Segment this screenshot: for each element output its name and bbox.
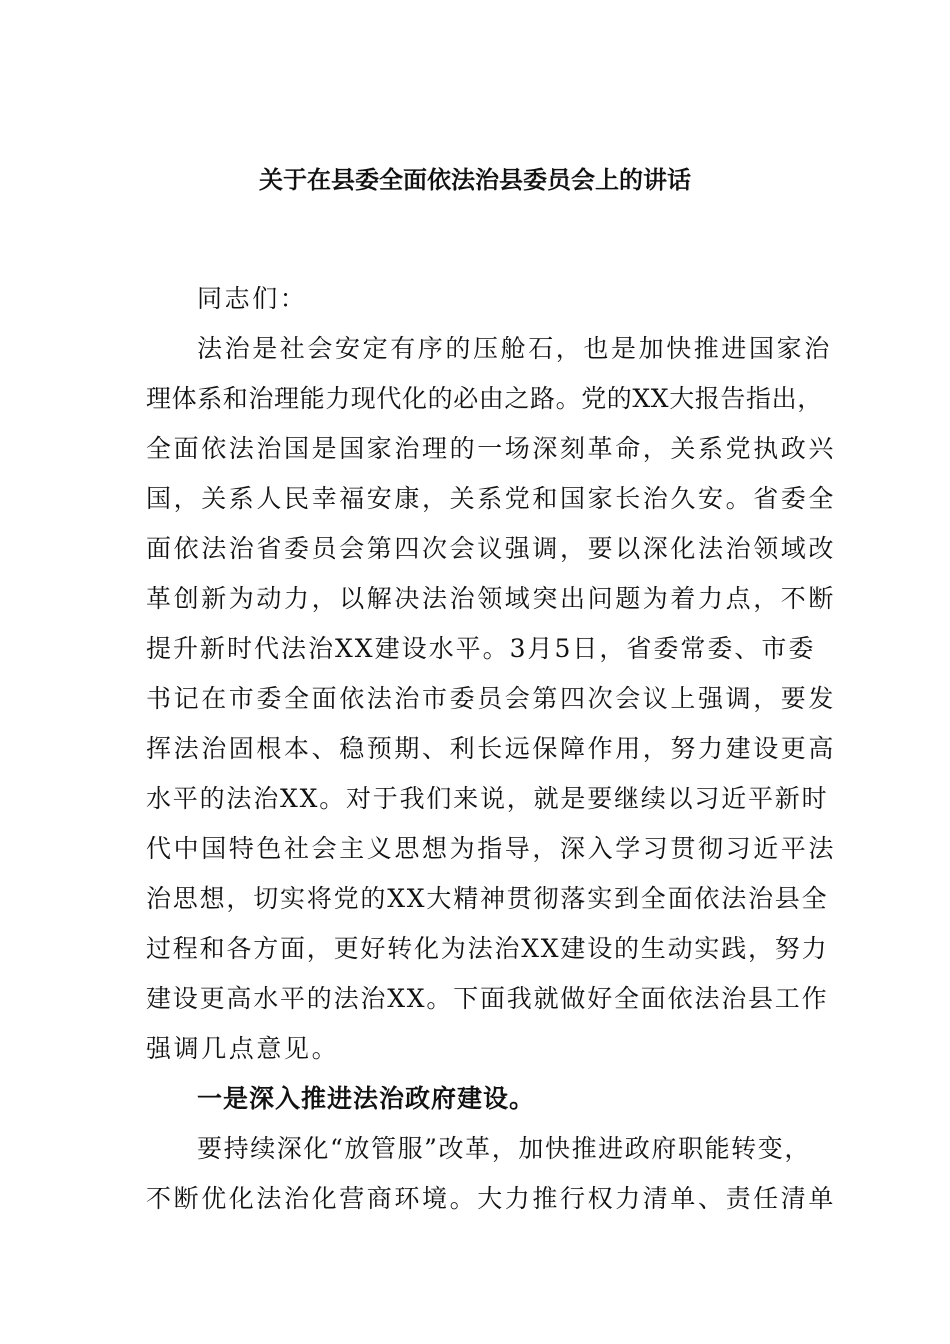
paragraph-line: 国，关系人民幸福安康，关系党和国家长治久安。省委全 bbox=[146, 484, 837, 513]
paragraph-line: 强调几点意见。 bbox=[146, 1034, 340, 1063]
paragraph-line: 提升新时代法治XX建设水平。3月5日，省委常委、市委 bbox=[146, 634, 816, 663]
paragraph-line: 挥法治固根本、稳预期、利长远保障作用，努力建设更高 bbox=[146, 734, 837, 763]
paragraph-line: 法治是社会安定有序的压舱石，也是加快推进国家治 bbox=[197, 334, 832, 363]
document-title: 关于在县委全面依法治县委员会上的讲话 bbox=[259, 166, 691, 194]
paragraph-line: 全面依法治国是国家治理的一场深刻革命，关系党执政兴 bbox=[146, 434, 837, 463]
paragraph-line: 代中国特色社会主义思想为指导，深入学习贯彻习近平法 bbox=[146, 834, 837, 863]
paragraph-line: 面依法治省委员会第四次会议强调，要以深化法治领域改 bbox=[146, 534, 837, 563]
salutation: 同志们： bbox=[197, 284, 308, 313]
paragraph-line: 革创新为动力，以解决法治领域突出问题为着力点，不断 bbox=[146, 584, 837, 613]
paragraph-line: 过程和各方面，更好转化为法治XX建设的生动实践，努力 bbox=[146, 934, 829, 963]
paragraph-line: 要持续深化“放管服”改革，加快推进政府职能转变， bbox=[197, 1134, 811, 1163]
section-heading: 一是深入推进法治政府建设。 bbox=[197, 1084, 536, 1113]
paragraph-line: 水平的法治XX。对于我们来说，就是要继续以习近平新时 bbox=[146, 784, 829, 813]
paragraph-line: 书记在市委全面依法治市委员会第四次会议上强调，要发 bbox=[146, 684, 837, 713]
paragraph-line: 不断优化法治化营商环境。大力推行权力清单、责任清单 bbox=[146, 1184, 837, 1213]
paragraph-line: 理体系和治理能力现代化的必由之路。党的XX大报告指出， bbox=[146, 384, 823, 413]
paragraph-line: 建设更高水平的法治XX。下面我就做好全面依法治县工作 bbox=[146, 984, 829, 1013]
document-body bbox=[146, 274, 837, 1224]
paragraph-line: 治思想，切实将党的XX大精神贯彻落实到全面依法治县全 bbox=[146, 884, 829, 913]
